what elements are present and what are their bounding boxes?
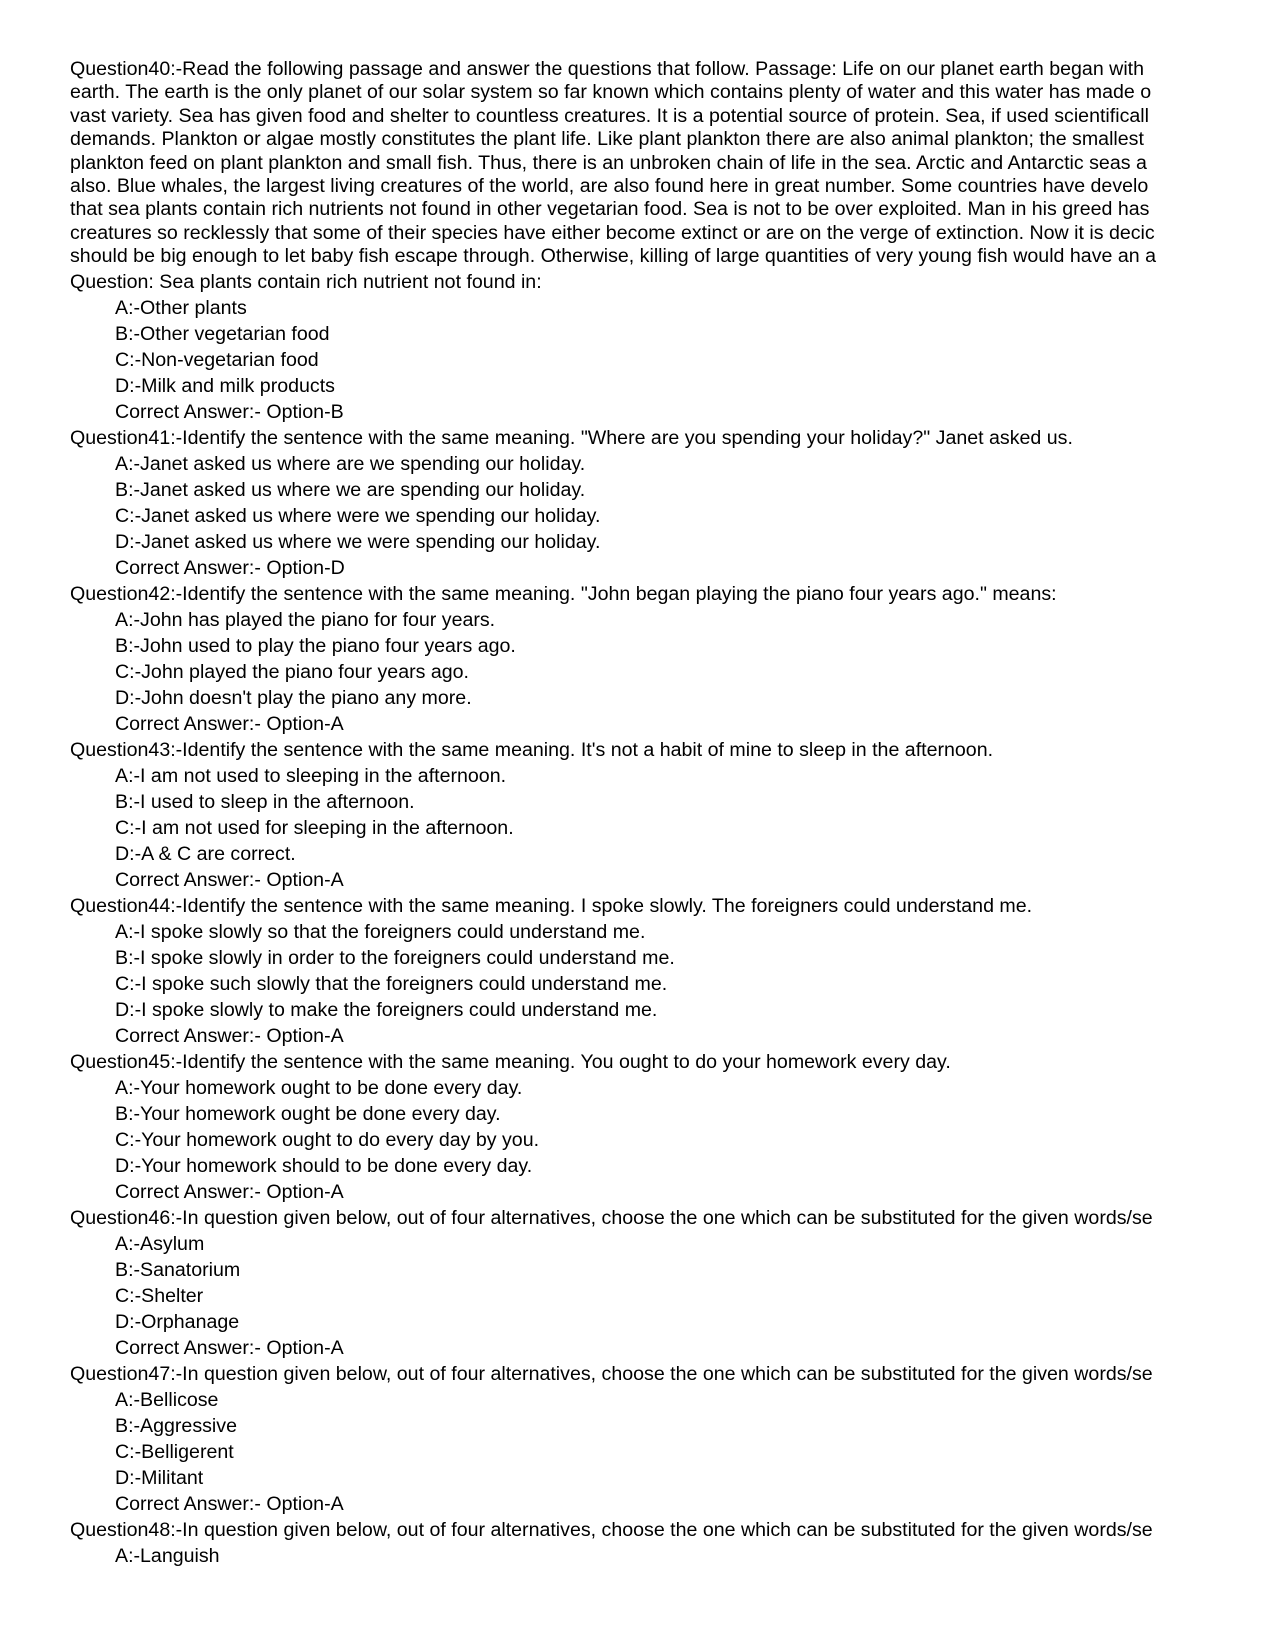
question-40-block [70, 58, 1208, 425]
option-b: B:-John used to play the piano four years ago. [115, 634, 516, 657]
option-d: D:-John doesn't play the piano any more. [115, 686, 472, 709]
correct-answer: Correct Answer:- Option-D [115, 556, 345, 579]
option-d: D:-I spoke slowly to make the foreigners could understand me. [115, 998, 658, 1021]
question-43-block [70, 737, 1208, 893]
passage-line: also. Blue whales, the largest living creatures of the world, are also found here in great number. Some countries have develo [70, 175, 1149, 198]
question-text: Question42:-Identify the sentence with the same meaning. "John began playing the piano four years ago." means: [70, 582, 1057, 605]
option-b: B:-I used to sleep in the afternoon. [115, 790, 415, 813]
option-c: C:-I am not used for sleeping in the afternoon. [115, 816, 514, 839]
question-48-block [70, 1517, 1208, 1569]
question-text: Question44:-Identify the sentence with the same meaning. I spoke slowly. The foreigners could understand me. [70, 894, 1033, 917]
option-c: C:-Belligerent [115, 1440, 234, 1463]
option-a: A:-Bellicose [115, 1388, 219, 1411]
option-b: B:-Other vegetarian food [115, 322, 330, 345]
question-text: Question43:-Identify the sentence with the same meaning. It's not a habit of mine to sleep in the afternoon. [70, 738, 994, 761]
option-a: A:-Asylum [115, 1232, 205, 1255]
option-b: B:-Sanatorium [115, 1258, 241, 1281]
correct-answer: Correct Answer:- Option-A [115, 1492, 344, 1515]
question-44-block [70, 893, 1208, 1049]
correct-answer: Correct Answer:- Option-A [115, 1336, 344, 1359]
option-d: D:-Orphanage [115, 1310, 240, 1333]
question-text: Question46:-In question given below, out of four alternatives, choose the one which can be substituted for the given words/se [70, 1206, 1153, 1229]
question-text: Question45:-Identify the sentence with the same meaning. You ought to do your homework every day. [70, 1050, 951, 1073]
correct-answer: Correct Answer:- Option-A [115, 1024, 344, 1047]
option-d: D:-Militant [115, 1466, 204, 1489]
option-d: D:-Your homework should to be done every day. [115, 1154, 533, 1177]
question-46-block [70, 1205, 1208, 1361]
option-d: D:-Milk and milk products [115, 374, 335, 397]
option-c: C:-Janet asked us where were we spending our holiday. [115, 504, 601, 527]
option-b: B:-Aggressive [115, 1414, 237, 1437]
option-c: C:-Your homework ought to do every day by you. [115, 1128, 540, 1151]
option-a: A:-Janet asked us where are we spending our holiday. [115, 452, 586, 475]
question-42-block [70, 581, 1208, 737]
passage [70, 58, 1208, 269]
correct-answer: Correct Answer:- Option-A [115, 1180, 344, 1203]
passage-line: demands. Plankton or algae mostly constitutes the plant life. Like plant plankton there are also animal plankton; the smallest [70, 128, 1144, 151]
question-text: Question47:-In question given below, out of four alternatives, choose the one which can be substituted for the given words/se [70, 1362, 1153, 1385]
passage-line: earth. The earth is the only planet of our solar system so far known which contains plenty of water and this water has made o [70, 81, 1152, 104]
question-45-block [70, 1049, 1208, 1205]
option-d: D:-A & C are correct. [115, 842, 296, 865]
correct-answer: Correct Answer:- Option-A [115, 868, 344, 891]
option-b: B:-Janet asked us where we are spending our holiday. [115, 478, 586, 501]
option-a: A:-Languish [115, 1544, 220, 1567]
question-47-block [70, 1361, 1208, 1517]
option-c: C:-Shelter [115, 1284, 204, 1307]
correct-answer: Correct Answer:- Option-A [115, 712, 344, 735]
document-page [70, 58, 1208, 1569]
passage-line: should be big enough to let baby fish escape through. Otherwise, killing of large quantities of very young fish would have an a [70, 245, 1156, 268]
option-b: B:-I spoke slowly in order to the foreigners could understand me. [115, 946, 675, 969]
option-a: A:-John has played the piano for four years. [115, 608, 496, 631]
option-a: A:-I spoke slowly so that the foreigners could understand me. [115, 920, 646, 943]
passage-line: plankton feed on plant plankton and small fish. Thus, there is an unbroken chain of life in the sea. Arctic and Antarctic seas a [70, 151, 1147, 174]
question-text: Question41:-Identify the sentence with the same meaning. "Where are you spending your holiday?" Janet asked us. [70, 426, 1073, 449]
passage-line: vast variety. Sea has given food and shelter to countless creatures. It is a potential source of protein. Sea, if used scientificall [70, 104, 1149, 127]
passage-line: creatures so recklessly that some of their species have either become extinct or are on the verge of extinction. Now it is decic [70, 221, 1155, 244]
question-text: Question48:-In question given below, out of four alternatives, choose the one which can be substituted for the given words/se [70, 1518, 1153, 1541]
passage-line: that sea plants contain rich nutrients not found in other vegetarian food. Sea is not to be over exploited. Man in his greed has [70, 198, 1150, 221]
option-d: D:-Janet asked us where we were spending our holiday. [115, 530, 601, 553]
option-c: C:-John played the piano four years ago. [115, 660, 469, 683]
option-c: C:-Non-vegetarian food [115, 348, 319, 371]
correct-answer: Correct Answer:- Option-B [115, 400, 344, 423]
passage-line: Question40:-Read the following passage and answer the questions that follow. Passage: Life on our planet earth began with [70, 58, 1145, 80]
option-b: B:-Your homework ought be done every day. [115, 1102, 501, 1125]
question-text: Question: Sea plants contain rich nutrient not found in: [70, 270, 542, 293]
option-c: C:-I spoke such slowly that the foreigners could understand me. [115, 972, 668, 995]
option-a: A:-Other plants [115, 296, 247, 319]
option-a: A:-I am not used to sleeping in the afternoon. [115, 764, 507, 787]
option-a: A:-Your homework ought to be done every day. [115, 1076, 523, 1099]
question-41-block [70, 425, 1208, 581]
